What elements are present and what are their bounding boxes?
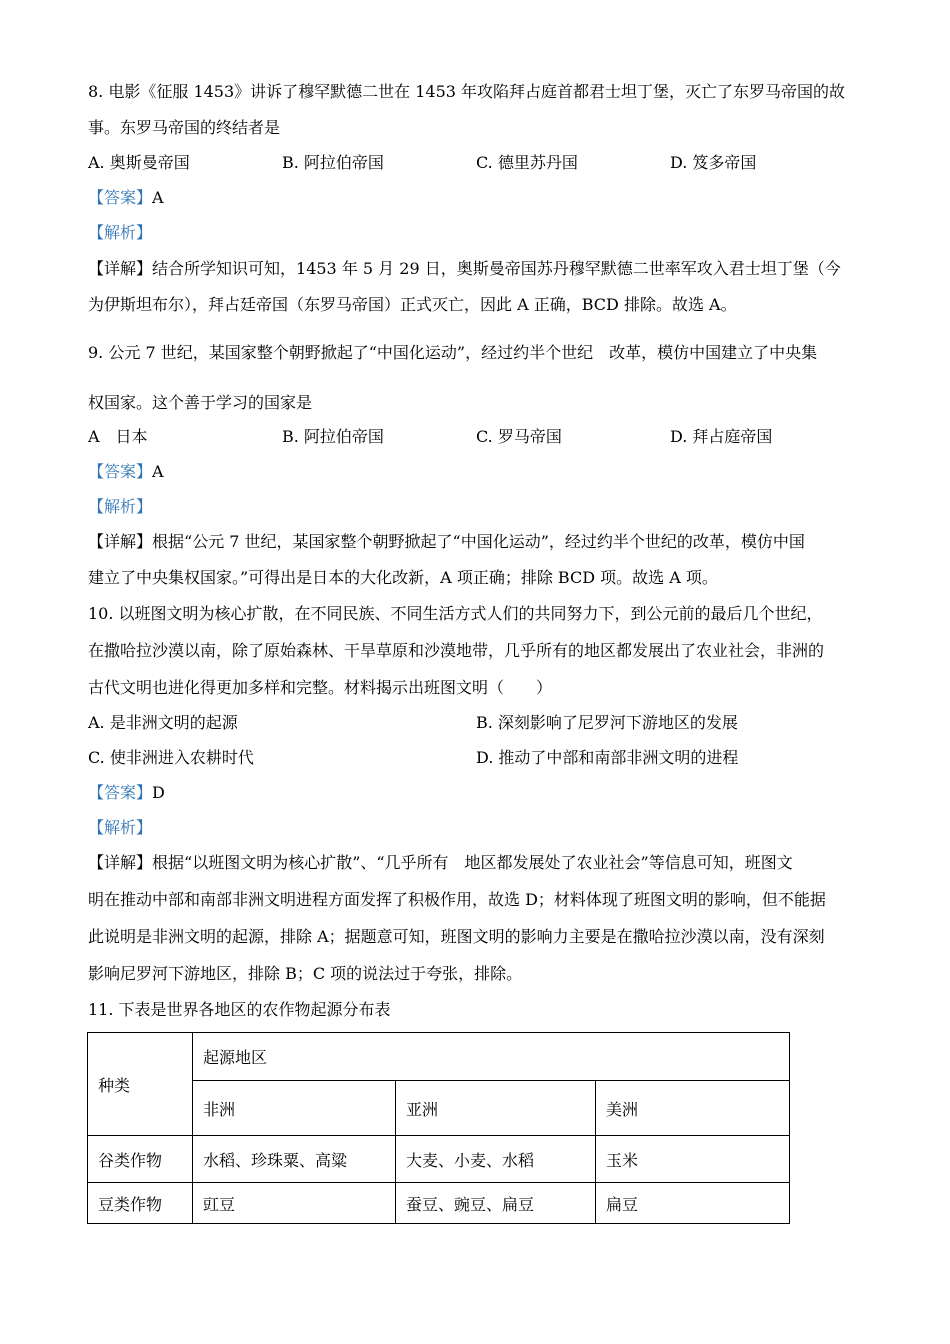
q9-option-c: C. 罗马帝国 <box>476 427 562 446</box>
table-cell: 蚕豆、豌豆、扁豆 <box>396 1183 596 1224</box>
table-cell: 水稻、珍珠粟、高粱 <box>193 1136 396 1183</box>
q10-detail-line1 <box>88 853 793 873</box>
q8-detail-line1 <box>88 259 841 279</box>
q10-option-d: D. 推动了中部和南部非洲文明的进程 <box>476 748 739 767</box>
header-region-asia: 亚洲 <box>396 1081 596 1136</box>
detail-text: 根据“以班图文明为核心扩散”、“几乎所有 地区都发展处了农业社会”等信息可知，班图文 <box>152 853 793 872</box>
table-cell: 豇豆 <box>193 1183 396 1224</box>
header-region-americas: 美洲 <box>596 1081 790 1136</box>
q8-option-a: A. 奥斯曼帝国 <box>88 153 190 172</box>
q8-option-b: B. 阿拉伯帝国 <box>282 153 384 172</box>
q9-analysis-tag: 【解析】 <box>88 497 153 516</box>
q10-stem-line3: 古代文明也进化得更加多样和完整。材料揭示出班图文明（ ） <box>88 678 553 697</box>
q8-detail-line2: 为伊斯坦布尔），拜占廷帝国（东罗马帝国）正式灭亡，因此 A 正确，BCD 排除。故选 A。 <box>88 295 737 314</box>
table-cell: 扁豆 <box>596 1183 790 1224</box>
detail-tag: 【详解】 <box>88 532 153 551</box>
q10-stem-line2: 在撒哈拉沙漠以南，除了原始森林、干旱草原和沙漠地带，几乎所有的地区都发展出了农业社会，非洲的 <box>88 641 825 660</box>
q9-detail-line2: 建立了中央集权国家。”可得出是日本的大化改新，A 项正确；排除 BCD 项。故选 A 项。 <box>88 568 718 587</box>
q9-option-a: A 日本 <box>88 427 148 446</box>
header-region-africa: 非洲 <box>193 1081 396 1136</box>
q8-option-d: D. 笈多帝国 <box>670 153 757 172</box>
q9-stem-line2: 权国家。这个善于学习的国家是 <box>88 393 313 412</box>
q10-option-b: B. 深刻影响了尼罗河下游地区的发展 <box>476 713 738 732</box>
answer-value: A <box>152 188 164 207</box>
q9-option-b: B. 阿拉伯帝国 <box>282 427 384 446</box>
detail-text: 根据“公元 7 世纪，某国家整个朝野掀起了“中国化运动”，经过约半个世纪的改革，模仿中国 <box>152 532 805 551</box>
q9-stem-line1: 9. 公元 7 世纪，某国家整个朝野掀起了“中国化运动”，经过约半个世纪 改革，模仿中国建立了中央集 <box>88 343 818 362</box>
q11-stem-line1: 11. 下表是世界各地区的农作物起源分布表 <box>88 1000 391 1019</box>
answer-tag: 【答案】 <box>88 783 153 802</box>
q8-stem-line2: 事。东罗马帝国的终结者是 <box>88 118 281 137</box>
detail-text: 结合所学知识可知，1453 年 5 月 29 日，奥斯曼帝国苏丹穆罕默德二世率军攻入君士坦丁堡（今 <box>152 259 841 278</box>
crop-origin-table <box>87 1032 790 1224</box>
answer-value: D <box>152 783 165 802</box>
q8-answer <box>88 188 164 208</box>
answer-tag: 【答案】 <box>88 188 153 207</box>
q8-stem-line1: 8. 电影《征服 1453》讲诉了穆罕默德二世在 1453 年攻陷拜占庭首都君士坦丁堡，灭亡了东罗马帝国的故 <box>88 82 846 101</box>
detail-tag: 【详解】 <box>88 259 153 278</box>
header-origin: 起源地区 <box>193 1033 790 1081</box>
q10-option-a: A. 是非洲文明的起源 <box>88 713 238 732</box>
answer-value: A <box>152 462 164 481</box>
q8-analysis-tag: 【解析】 <box>88 223 153 242</box>
table-row <box>88 1136 790 1183</box>
q9-detail-line1 <box>88 532 805 552</box>
q9-option-d: D. 拜占庭帝国 <box>670 427 773 446</box>
q8-option-c: C. 德里苏丹国 <box>476 153 578 172</box>
q10-answer <box>88 783 165 803</box>
q9-answer <box>88 462 164 482</box>
q10-analysis-tag: 【解析】 <box>88 818 153 837</box>
header-kind: 种类 <box>88 1033 193 1136</box>
q10-detail-line2: 明在推动中部和南部非洲文明进程方面发挥了积极作用，故选 D；材料体现了班图文明的影响，但不能据 <box>88 890 826 909</box>
row-kind: 谷类作物 <box>88 1136 193 1183</box>
table-cell: 大麦、小麦、水稻 <box>396 1136 596 1183</box>
answer-tag: 【答案】 <box>88 462 153 481</box>
table-row <box>88 1183 790 1224</box>
q10-detail-line4: 影响尼罗河下游地区，排除 B；C 项的说法过于夸张，排除。 <box>88 964 523 983</box>
table-cell: 玉米 <box>596 1136 790 1183</box>
detail-tag: 【详解】 <box>88 853 153 872</box>
q10-stem-line1: 10. 以班图文明为核心扩散，在不同民族、不同生活方式人们的共同努力下，到公元前的最后几个世纪， <box>88 604 823 623</box>
row-kind: 豆类作物 <box>88 1183 193 1224</box>
q10-option-c: C. 使非洲进入农耕时代 <box>88 748 254 767</box>
q10-detail-line3: 此说明是非洲文明的起源，排除 A；据题意可知，班图文明的影响力主要是在撒哈拉沙漠以南，没有深刻 <box>88 927 825 946</box>
